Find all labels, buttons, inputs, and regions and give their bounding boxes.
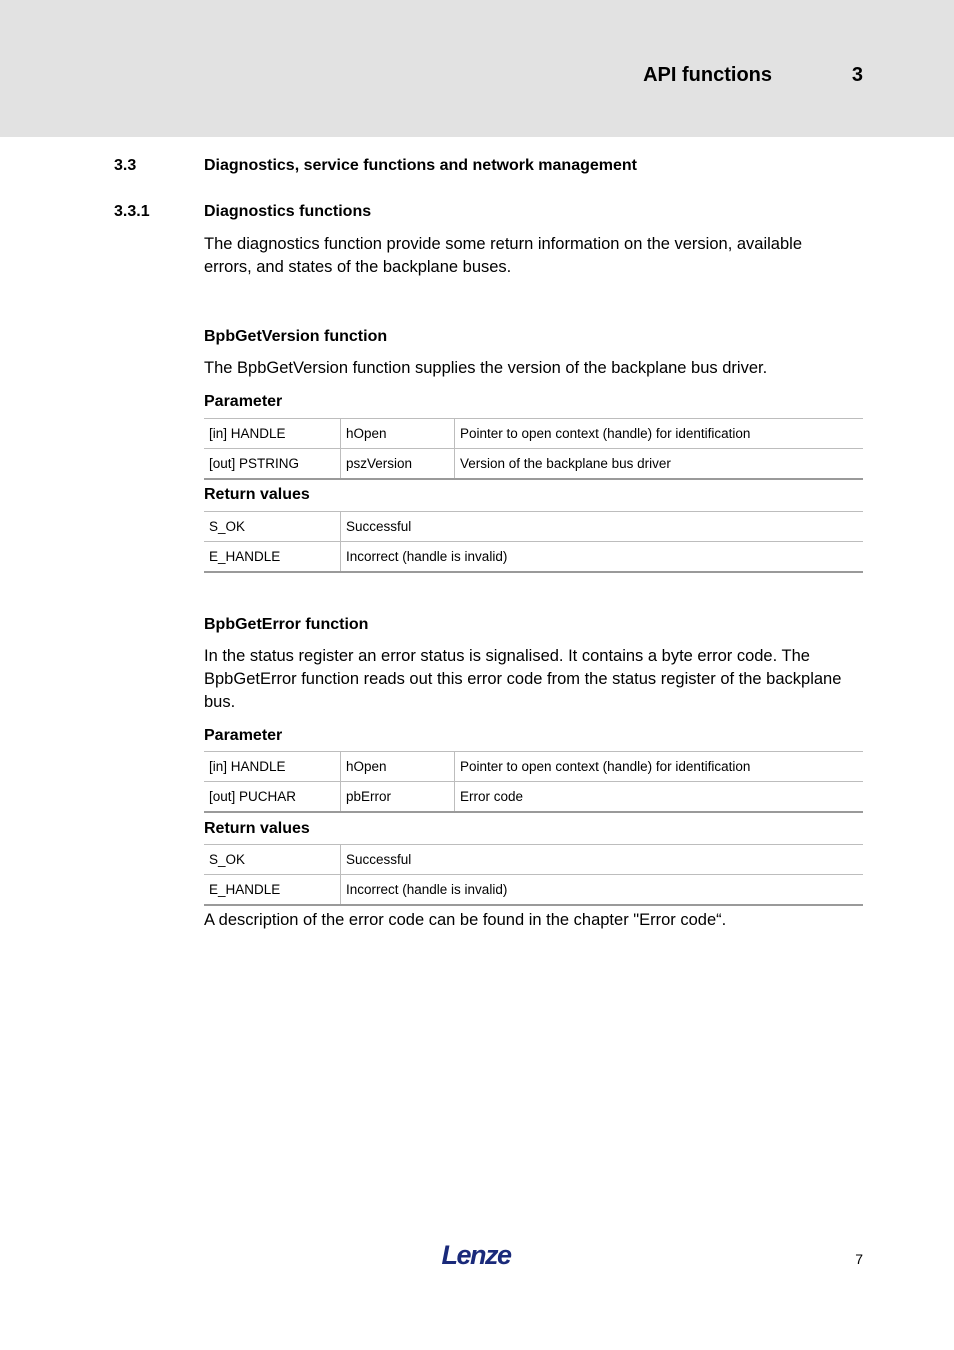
table-cell: Successful xyxy=(341,512,864,542)
return-values-table xyxy=(204,844,863,906)
table-cell: [in] HANDLE xyxy=(204,752,341,782)
header-chapter-number: 3 xyxy=(851,64,863,86)
page-number: 7 xyxy=(855,1251,863,1267)
table-row xyxy=(204,875,863,906)
table-cell: pbError xyxy=(341,782,455,813)
function-title: BpbGetError function xyxy=(204,616,369,633)
table-row xyxy=(204,512,863,542)
subsection-intro: The diagnostics function provide some return information on the version, available errors, and states of the backplane buses. xyxy=(204,235,802,276)
function-title: BpbGetVersion function xyxy=(204,328,388,345)
parameter-heading: Parameter xyxy=(204,727,283,744)
table-row xyxy=(204,752,863,782)
table-row xyxy=(204,419,863,449)
table-cell: Pointer to open context (handle) for identification xyxy=(455,752,864,782)
section-number: 3.3 xyxy=(114,157,137,174)
table-cell: hOpen xyxy=(341,752,455,782)
table-cell: [out] PSTRING xyxy=(204,449,341,480)
table-cell: S_OK xyxy=(204,512,341,542)
error-code-note: A description of the error code can be found in the chapter "Error code“. xyxy=(204,911,727,929)
table-cell: [in] HANDLE xyxy=(204,419,341,449)
parameter-table xyxy=(204,418,863,480)
return-values-heading: Return values xyxy=(204,486,310,503)
table-row xyxy=(204,542,863,573)
table-row xyxy=(204,449,863,480)
table-cell: Version of the backplane bus driver xyxy=(455,449,864,480)
section-title: Diagnostics, service functions and network management xyxy=(204,157,637,174)
table-cell: pszVersion xyxy=(341,449,455,480)
subsection-title: Diagnostics functions xyxy=(204,203,372,220)
table-cell: [out] PUCHAR xyxy=(204,782,341,813)
function-description: In the status register an error status is signalised. It contains a byte error code. The BpbGetError function reads out this error code from the status register of the backplane bus. xyxy=(204,647,842,711)
table-cell: E_HANDLE xyxy=(204,875,341,906)
table-cell: Incorrect (handle is invalid) xyxy=(341,875,864,906)
lenze-logo-text: Lenze xyxy=(441,1240,511,1270)
return-values-heading: Return values xyxy=(204,820,310,837)
table-cell: Incorrect (handle is invalid) xyxy=(341,542,864,573)
table-cell: Pointer to open context (handle) for identification xyxy=(455,419,864,449)
table-cell: Error code xyxy=(455,782,864,813)
parameter-heading: Parameter xyxy=(204,393,283,410)
header-title: API functions xyxy=(643,64,772,86)
table-cell: hOpen xyxy=(341,419,455,449)
lenze-logo xyxy=(436,1238,516,1270)
parameter-table xyxy=(204,751,863,813)
return-values-table xyxy=(204,511,863,573)
page-header xyxy=(0,0,954,137)
table-cell: E_HANDLE xyxy=(204,542,341,573)
table-cell: S_OK xyxy=(204,845,341,875)
function-description: The BpbGetVersion function supplies the version of the backplane bus driver. xyxy=(204,359,768,377)
table-cell: Successful xyxy=(341,845,864,875)
table-row xyxy=(204,782,863,813)
table-row xyxy=(204,845,863,875)
subsection-number: 3.3.1 xyxy=(114,203,150,220)
